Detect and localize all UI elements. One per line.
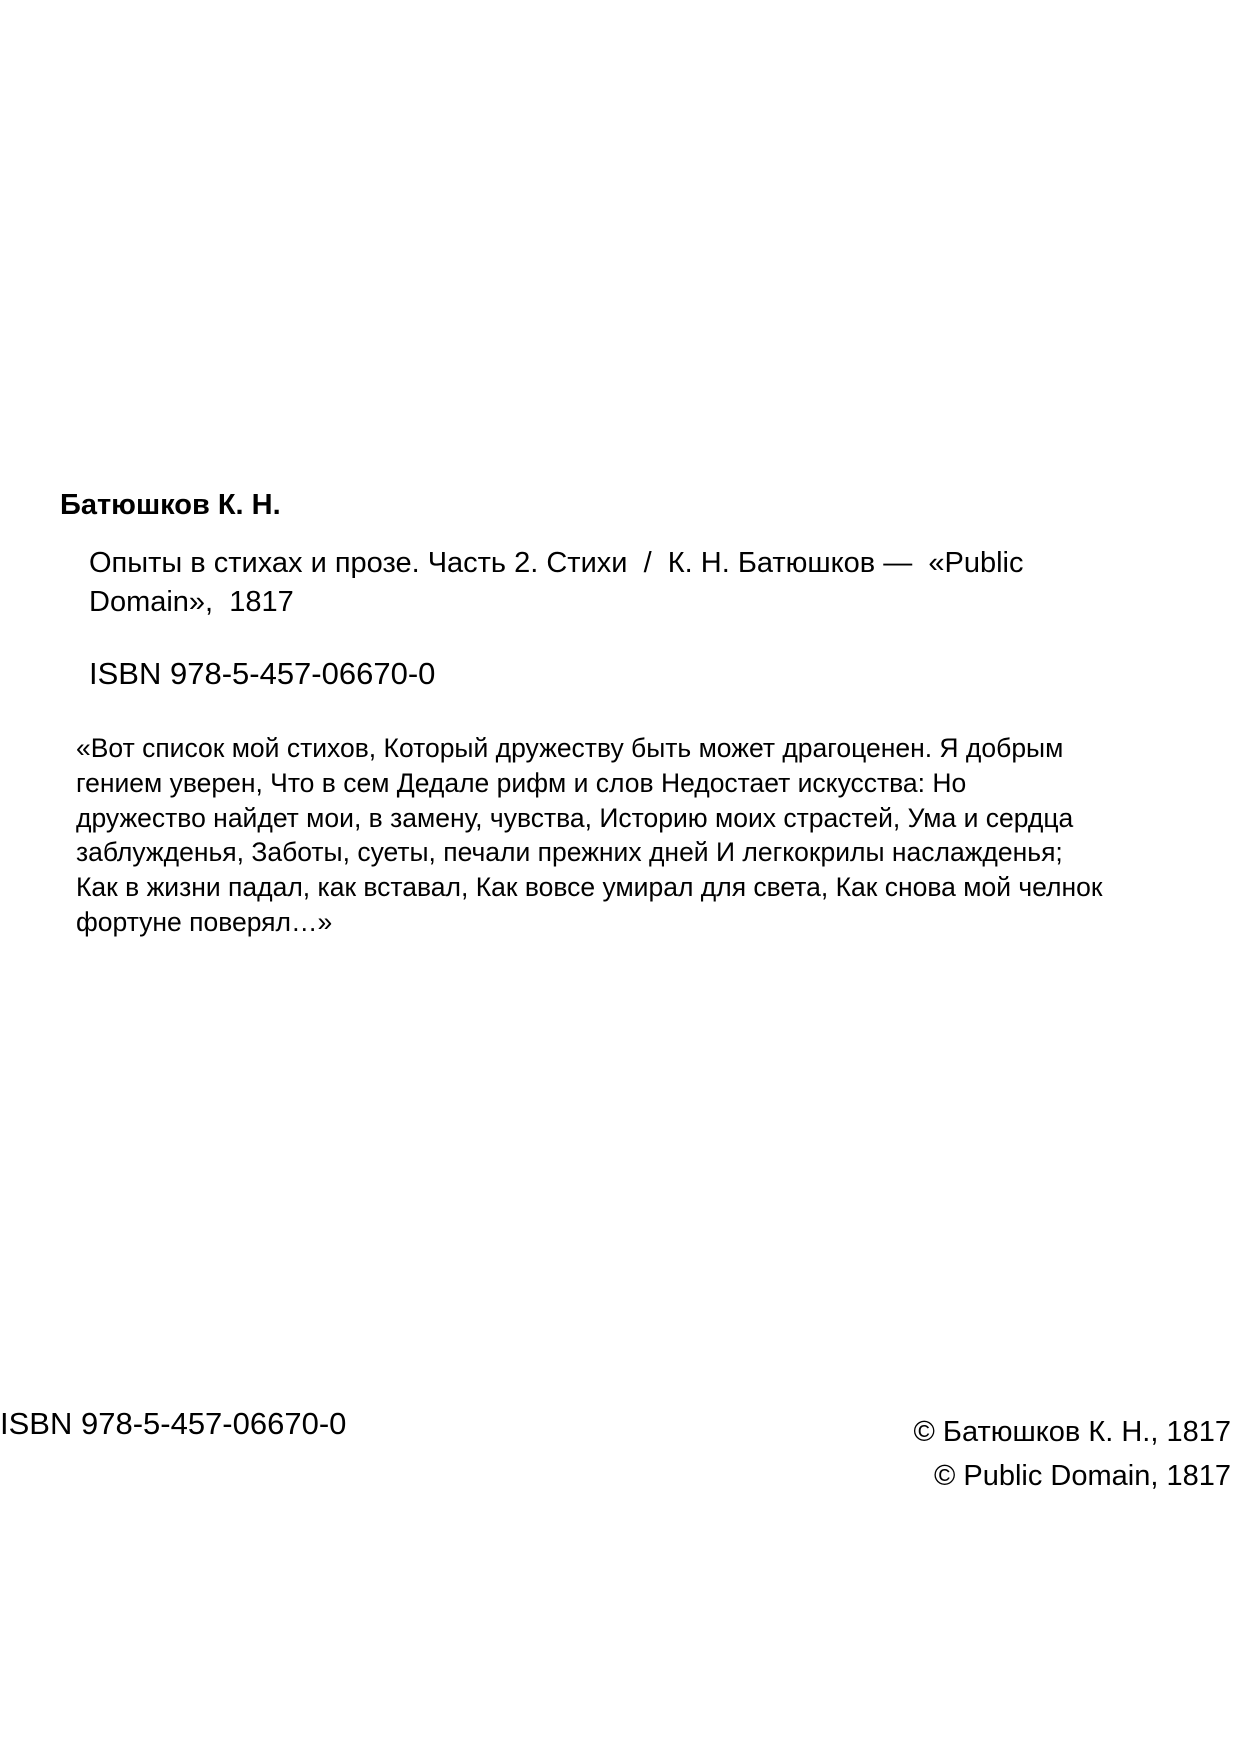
- annotation-line: Как в жизни падал, как вставал, Как вовсе умирал для света, Как снова мой челнок: [76, 872, 1103, 903]
- copyright-block: [914, 1410, 1232, 1498]
- annotation-line: дружество найдет мои, в замену, чувства, Историю моих страстей, Ума и сердца: [76, 802, 1074, 833]
- annotation-line: гением уверен, Что в сем Дедале рифм и слов Недостает искусства: Но: [76, 767, 967, 798]
- annotation-line: «Вот список мой стихов, Который дружеству быть может драгоценен. Я добрым: [76, 733, 1064, 763]
- author-name: Батюшков К. Н.: [60, 489, 281, 521]
- bibliographic-line-2: Domain», 1817: [89, 586, 294, 618]
- isbn-header: ISBN 978-5-457-06670-0: [89, 656, 436, 691]
- bibliographic-record: [89, 544, 1179, 622]
- copyright-publisher: © Public Domain, 1817: [933, 1460, 1231, 1492]
- annotation: [76, 731, 1236, 940]
- bibliographic-line-1: Опыты в стихах и прозе. Часть 2. Стихи / К. Н. Батюшков — «Public: [89, 547, 1024, 579]
- copyright-author: © Батюшков К. Н., 1817: [913, 1416, 1231, 1448]
- annotation-line: заблужденья, Заботы, суеты, печали прежних дней И легкокрилы наслажденья;: [76, 837, 1063, 868]
- annotation-line: фортуне поверял…»: [76, 906, 333, 937]
- isbn-footer: ISBN 978-5-457-06670-0: [0, 1406, 347, 1441]
